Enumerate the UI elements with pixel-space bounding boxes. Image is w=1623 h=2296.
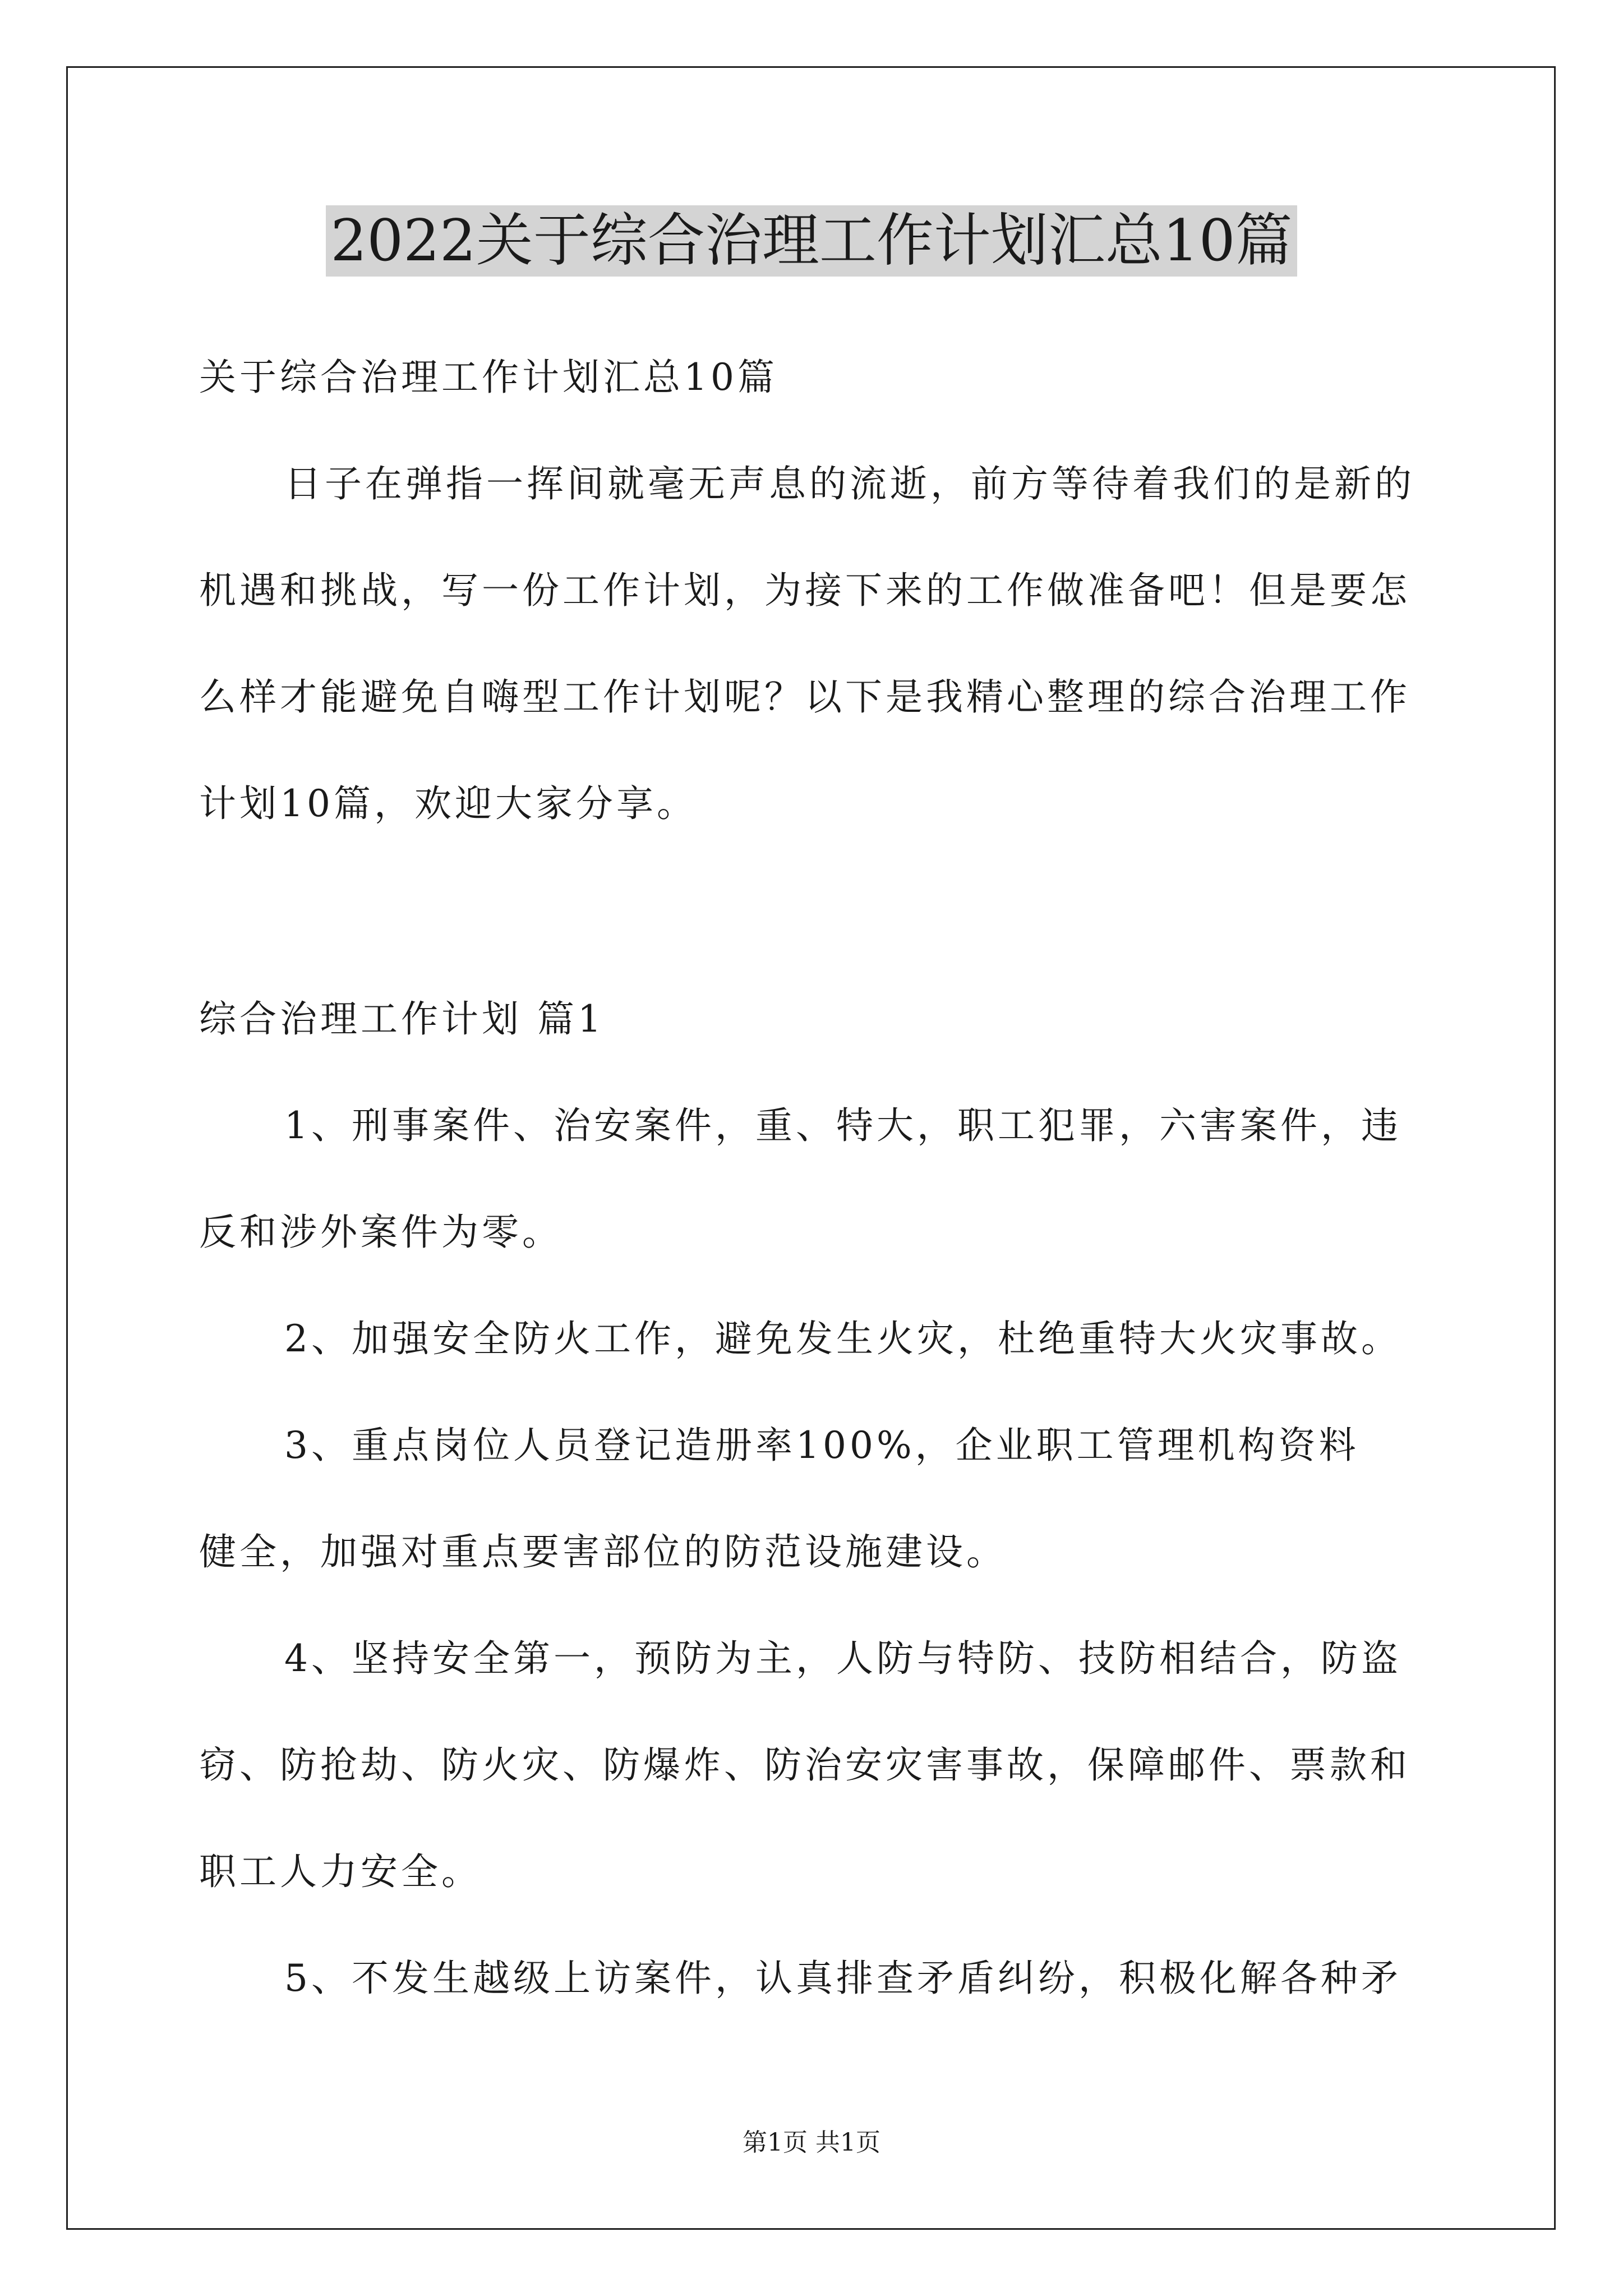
section-heading: 综合治理工作计划 篇1 xyxy=(199,997,605,1041)
item-line-5: 健全，加强对重点要害部位的防范设施建设。 xyxy=(199,1530,1007,1573)
item-line-9: 5、不发生越级上访案件，认真排查矛盾纠纷，积极化解各种矛 xyxy=(284,1957,1401,2000)
item-line-7: 窃、防抢劫、防火灾、防爆炸、防治安灾害事故，保障邮件、票款和 xyxy=(199,1743,1410,1787)
document-subtitle: 关于综合治理工作计划汇总10篇 xyxy=(199,356,778,399)
item-line-6: 4、坚持安全第一，预防为主，人防与特防、技防相结合，防盗 xyxy=(284,1637,1401,1680)
document-title xyxy=(0,202,1623,280)
item-line-3: 2、加强安全防火工作，避免发生火灾，杜绝重特大火灾事故。 xyxy=(284,1317,1401,1360)
item-line-8: 职工人力安全。 xyxy=(199,1850,482,1893)
intro-line-1: 日子在弹指一挥间就毫无声息的流逝，前方等待着我们的是新的 xyxy=(284,462,1415,505)
intro-line-3: 么样才能避免自嗨型工作计划呢？以下是我精心整理的综合治理工作 xyxy=(199,675,1410,719)
intro-line-4: 计划10篇，欢迎大家分享。 xyxy=(199,782,697,825)
intro-line-2: 机遇和挑战，写一份工作计划，为接下来的工作做准备吧！但是要怎 xyxy=(199,569,1410,612)
document-title-text: 2022关于综合治理工作计划汇总10篇 xyxy=(326,205,1297,277)
item-line-4: 3、重点岗位人员登记造册率100%，企业职工管理机构资料 xyxy=(284,1424,1359,1467)
item-line-1: 1、刑事案件、治安案件，重、特大，职工犯罪，六害案件，违 xyxy=(284,1104,1401,1147)
item-line-2: 反和涉外案件为零。 xyxy=(199,1211,562,1254)
page-footer: 第1页 共1页 xyxy=(743,2128,880,2157)
